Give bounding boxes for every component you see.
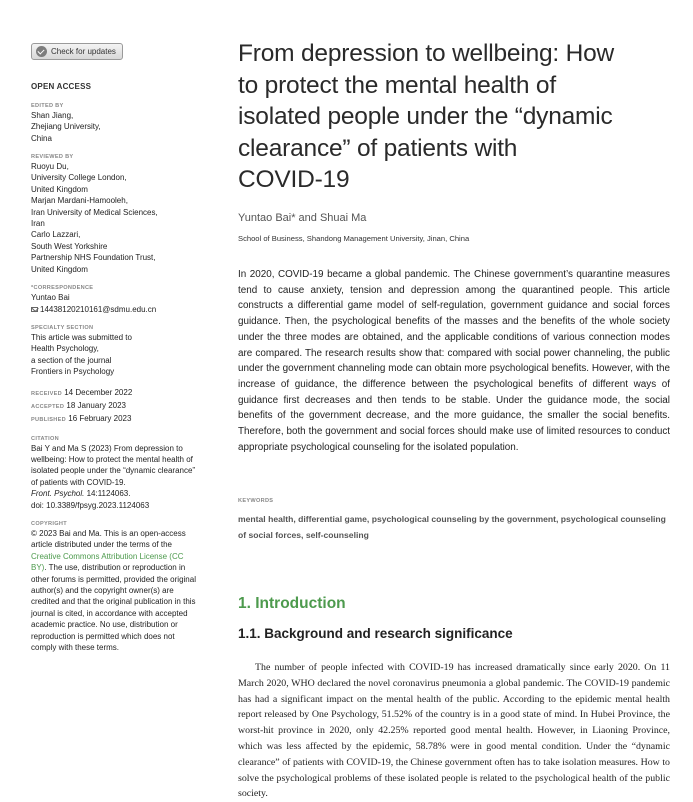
title-line: clearance” of patients with: [238, 134, 518, 162]
copyright-line: reproduction is permitted which does not: [31, 631, 175, 641]
published-date: 16 February 2023: [68, 413, 132, 423]
editor-line: China: [31, 133, 52, 143]
body-paragraph: [238, 660, 670, 802]
copyright-block: [31, 528, 223, 653]
copyright-line: other forums is permitted, provided the original: [31, 574, 196, 584]
copyright-line: comply with these terms.: [31, 643, 120, 653]
reviewer-line: Partnership NHS Foundation Trust,: [31, 253, 156, 263]
dates-block: [31, 387, 223, 426]
citation-block: [31, 443, 223, 511]
article-info-sidebar: [31, 43, 223, 653]
copyright-line: [31, 562, 223, 573]
reviewer-line: Carlo Lazzari,: [31, 230, 81, 240]
article-main: [238, 38, 670, 800]
correspondence-email[interactable]: 14438120210161@sdmu.edu.cn: [40, 304, 157, 314]
specialty-line: a section of the journal: [31, 355, 112, 365]
editor-block: [31, 110, 223, 144]
abstract: In 2020, COVID-19 became a global pandemic. The Chinese government’s quarantine measures tend to cause anxiety, tension and depression among the quarantined people. This article constructs a differential game model of self-regulation, government guidance and social forces guidance. Then, the psychological benefits of the masses and the benefits of the whole society under the three modes are obtained, and the applicable conditions of various connection modes are compared. The research results show that: compared with social power channeling, the public under the government channeling mode can obtain more psychological benefits. However, with the increase of guidance, the difference between the psychological benefits of different ways of guidance first decreases and then tends to be stable. Under the guidance mode, the social benefits of the government decrease, and the more guidance, the smaller the social benefits. Therefore, both the government and social forces should make use of limited resources to conduct appropriate psychological counseling for the isolated population.: [238, 269, 670, 453]
check-for-updates-button[interactable]: [31, 43, 123, 60]
correspondence-email-row[interactable]: [31, 304, 223, 315]
correspondence-label: *CORRESPONDENCE: [31, 285, 94, 292]
section-heading: 1. Introduction: [238, 595, 346, 612]
open-access-label: OPEN ACCESS: [31, 82, 92, 92]
correspondence-name: Yuntao Bai: [31, 293, 70, 303]
citation-journal: Front. Psychol.: [31, 489, 85, 499]
citation-journal-line: [31, 488, 223, 499]
citation-volume: 14:1124063.: [84, 489, 131, 499]
citation-label: CITATION: [31, 435, 59, 442]
reviewer-line: University College London,: [31, 173, 127, 183]
reviewed-by-label: REVIEWED BY: [31, 154, 74, 161]
article-authors: Yuntao Bai* and Shuai Ma: [238, 211, 367, 224]
reviewer-line: South West Yorkshire: [31, 241, 108, 251]
reviewer-line: United Kingdom: [31, 264, 88, 274]
editor-line: Shan Jiang,: [31, 110, 74, 120]
article-affiliation: School of Business, Shandong Management University, Jinan, China: [238, 233, 470, 243]
specialty-section-label: SPECIALTY SECTION: [31, 324, 94, 331]
title-line: From depression to wellbeing: How: [238, 40, 615, 67]
title-line: to protect the mental health of: [238, 71, 556, 99]
license-link-end[interactable]: BY): [31, 563, 45, 573]
copyright-line: academic practice. No use, distribution or: [31, 620, 178, 630]
reviewer-line: Iran: [31, 219, 45, 229]
reviewer-block: [31, 161, 223, 275]
copyright-line: journal is cited, in accordance with accepted: [31, 608, 188, 618]
copyright-label: COPYRIGHT: [31, 520, 67, 527]
reviewer-line: Marjan Mardani-Hamooleh,: [31, 196, 128, 206]
title-line: isolated people under the “dynamic: [238, 103, 613, 131]
received-label: RECEIVED: [31, 390, 62, 397]
accepted-row: [31, 400, 223, 413]
body-paragraph-text: The number of people infected with COVID-19 has increased dramatically since early 2020. On 11 March 2020, WHO declared the novel coronavirus pneumonia a global pandemic. The COVID-19 pandemic has had a significant impact on the mental health of the public. According to the epidemic mental health report released by One Psychology, 51.52% of the country is in a good state of mind. In Hubei Province, the worst-hit province in 2020, only 42.25% reported good mental health. However, in Liaoning Province, which was less affected by the epidemic, 58.78% were in good mental condition. Under the “dynamic clearance” of patients with COVID-19, the Chinese government often has to take isolation measures. How to solve the psychological problems of these isolated people is related to the psychological health of the public society.: [238, 662, 670, 800]
published-label: PUBLISHED: [31, 416, 67, 423]
specialty-line: Frontiers in Psychology: [31, 367, 115, 377]
subsection-heading: 1.1. Background and research significance: [238, 626, 513, 641]
copyright-line: author(s) and the copyright owner(s) are: [31, 586, 174, 595]
citation-line: of patients with COVID-19.: [31, 477, 126, 487]
reviewer-line: Iran University of Medical Sciences,: [31, 207, 158, 217]
license-link[interactable]: Creative Commons Attribution License (CC: [31, 551, 184, 561]
copyright-line: © 2023 Bai and Ma. This is an open-access: [31, 528, 186, 538]
specialty-line: Health Psychology,: [31, 344, 99, 354]
reviewer-line: United Kingdom: [31, 184, 88, 194]
copyright-line: article distributed under the terms of the: [31, 540, 172, 550]
citation-line: isolated people under the “dynamic clearance”: [31, 466, 196, 476]
received-row: [31, 387, 223, 400]
article-title: [238, 38, 670, 196]
editor-line: Zhejiang University,: [31, 122, 101, 132]
title-line: COVID-19: [238, 166, 350, 194]
accepted-date: 18 January 2023: [66, 400, 127, 410]
specialty-line: This article was submitted to: [31, 332, 132, 342]
citation-doi[interactable]: doi: 10.3389/fpsyg.2023.1124063: [31, 500, 150, 510]
published-row: [31, 413, 223, 426]
received-date: 14 December 2022: [64, 387, 133, 397]
copyright-line: credited and that the original publication in this: [31, 597, 196, 607]
citation-line: wellbeing: How to protect the mental health of: [31, 454, 193, 464]
keywords: mental health, differential game, psychological counseling by the government, psychological counseling of social forces, self-counseling: [238, 514, 666, 540]
citation-line: Bai Y and Ma S (2023) From depression to: [31, 443, 183, 453]
reviewer-line: Ruoyu Du,: [31, 162, 69, 172]
check-for-updates-label: Check for updates: [51, 46, 116, 56]
keywords-label: KEYWORDS: [238, 498, 274, 504]
check-circle-icon: [36, 46, 47, 57]
accepted-label: ACCEPTED: [31, 403, 65, 410]
edited-by-label: EDITED BY: [31, 102, 64, 109]
specialty-block: [31, 332, 223, 378]
envelope-icon: [31, 307, 38, 312]
copyright-line-rest: . The use, distribution or reproduction in: [44, 563, 186, 573]
